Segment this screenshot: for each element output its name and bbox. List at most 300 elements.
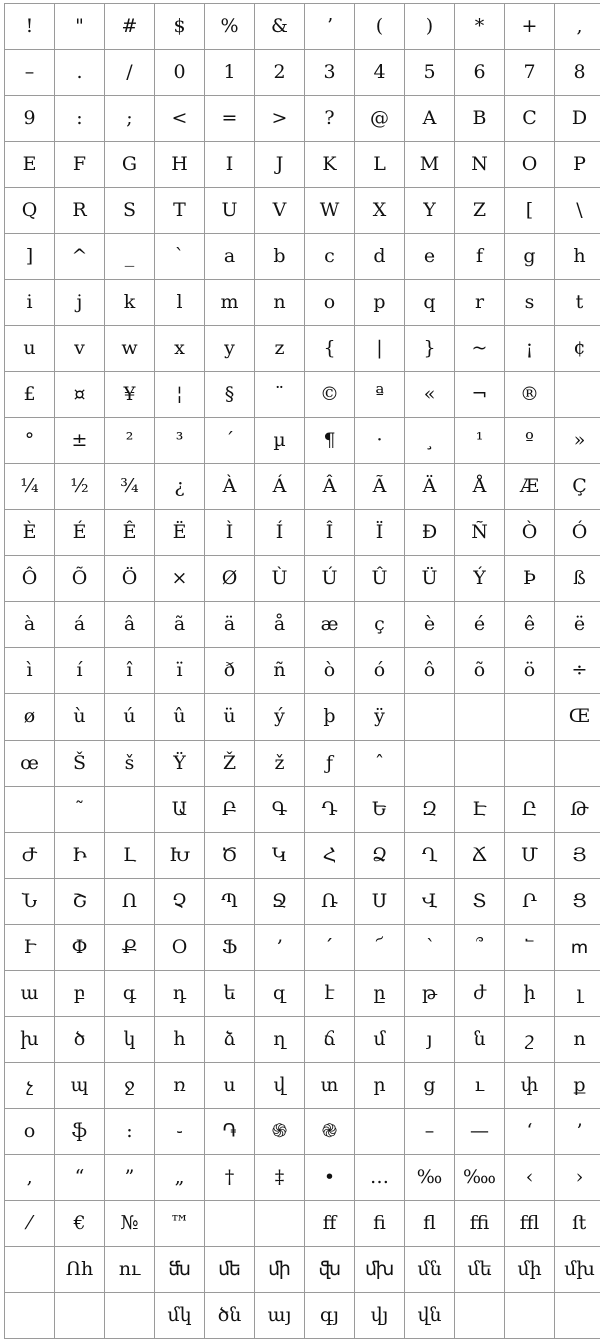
empty-glyph-cell	[505, 694, 555, 740]
glyph-cell: L	[355, 142, 405, 188]
glyph-cell: §	[205, 372, 255, 418]
glyph-cell: ﬄ	[505, 1200, 555, 1246]
glyph-cell: լ	[555, 970, 600, 1016]
glyph-cell: w	[105, 326, 155, 372]
glyph-row	[5, 418, 600, 464]
empty-glyph-cell	[555, 372, 600, 418]
glyph-cell: կ	[105, 1016, 155, 1062]
glyph-cell: "	[55, 4, 105, 50]
glyph-cell: p	[355, 280, 405, 326]
glyph-cell: ú	[105, 694, 155, 740]
glyph-cell: g	[505, 234, 555, 280]
glyph-cell: մ	[355, 1016, 405, 1062]
glyph-cell: W	[305, 188, 355, 234]
glyph-cell: ä	[205, 602, 255, 648]
glyph-cell: Þ	[505, 556, 555, 602]
glyph-cell: ·	[355, 418, 405, 464]
glyph-cell: №	[105, 1200, 155, 1246]
glyph-cell: –	[5, 50, 55, 96]
glyph-cell: þ	[305, 694, 355, 740]
glyph-cell: H	[155, 142, 205, 188]
glyph-cell: Փ	[55, 924, 105, 970]
glyph-cell: ž	[255, 740, 305, 786]
glyph-cell: E	[5, 142, 55, 188]
glyph-cell: Z	[455, 188, 505, 234]
glyph-cell: Ú	[305, 556, 355, 602]
glyph-cell: ը	[355, 970, 405, 1016]
glyph-cell: S	[105, 188, 155, 234]
glyph-cell: ու	[105, 1246, 155, 1292]
glyph-cell: Բ	[205, 786, 255, 832]
glyph-cell: փ	[505, 1062, 555, 1108]
glyph-row	[5, 970, 600, 1016]
glyph-cell: Ղ	[405, 832, 455, 878]
glyph-cell: մե	[455, 1246, 505, 1292]
glyph-cell: N	[455, 142, 505, 188]
glyph-cell: œ	[5, 740, 55, 786]
glyph-cell: ’	[555, 1108, 600, 1154]
glyph-cell: ﬔ	[205, 1246, 255, 1292]
glyph-cell: Ք	[105, 924, 155, 970]
glyph-cell: Ե	[355, 786, 405, 832]
empty-glyph-cell	[205, 1200, 255, 1246]
glyph-row	[5, 280, 600, 326]
glyph-cell: ր	[355, 1062, 405, 1108]
glyph-cell: .	[55, 50, 105, 96]
glyph-cell: ՠ	[555, 924, 600, 970]
glyph-cell: £	[5, 372, 55, 418]
glyph-cell: ⁄	[5, 1200, 55, 1246]
glyph-cell: O	[505, 142, 555, 188]
glyph-cell: {	[305, 326, 355, 372]
glyph-row	[5, 556, 600, 602]
glyph-row	[5, 1292, 600, 1338]
empty-glyph-cell	[105, 1292, 155, 1338]
glyph-cell: 7	[505, 50, 555, 96]
glyph-cell: ¹	[455, 418, 505, 464]
glyph-cell: Յ	[555, 832, 600, 878]
glyph-cell: ւ	[455, 1062, 505, 1108]
glyph-row	[5, 142, 600, 188]
glyph-cell: ª	[355, 372, 405, 418]
glyph-cell: վն	[405, 1292, 455, 1338]
glyph-cell: այ	[255, 1292, 305, 1338]
glyph-cell: q	[405, 280, 455, 326]
glyph-cell: _	[105, 234, 155, 280]
glyph-cell: ”	[105, 1154, 155, 1200]
glyph-cell: 1	[205, 50, 255, 96]
glyph-row	[5, 924, 600, 970]
glyph-cell: ©	[305, 372, 355, 418]
glyph-row	[5, 648, 600, 694]
glyph-cell: õ	[455, 648, 505, 694]
glyph-cell: Ռ	[305, 878, 355, 924]
glyph-cell: [	[505, 188, 555, 234]
glyph-cell: G	[105, 142, 155, 188]
glyph-cell: ¦	[155, 372, 205, 418]
glyph-cell: Ü	[405, 556, 455, 602]
glyph-cell: Դ	[305, 786, 355, 832]
glyph-cell: A	[405, 96, 455, 142]
glyph-cell: խ	[5, 1016, 55, 1062]
glyph-cell: a	[205, 234, 255, 280]
glyph-cell: e	[405, 234, 455, 280]
glyph-cell: մկ	[155, 1292, 205, 1338]
glyph-cell: i	[5, 280, 55, 326]
glyph-cell: ã	[155, 602, 205, 648]
glyph-cell: Ç	[555, 464, 600, 510]
glyph-cell: ֆ	[55, 1108, 105, 1154]
glyph-cell: ‹	[505, 1154, 555, 1200]
glyph-cell: €	[55, 1200, 105, 1246]
glyph-cell: ﬃ	[455, 1200, 505, 1246]
glyph-cell: m	[205, 280, 255, 326]
glyph-cell: D	[555, 96, 600, 142]
glyph-cell: ƒ	[305, 740, 355, 786]
glyph-row	[5, 786, 600, 832]
glyph-cell: y	[205, 326, 255, 372]
glyph-cell: Մ	[505, 832, 555, 878]
glyph-cell: =	[205, 96, 255, 142]
glyph-cell: d	[355, 234, 405, 280]
empty-glyph-cell	[55, 1292, 105, 1338]
glyph-row	[5, 372, 600, 418]
glyph-cell: t	[555, 280, 600, 326]
glyph-cell: մխ	[555, 1246, 600, 1292]
glyph-cell: ք	[555, 1062, 600, 1108]
glyph-cell: †	[205, 1154, 255, 1200]
glyph-cell: Å	[455, 464, 505, 510]
glyph-cell: Կ	[255, 832, 305, 878]
glyph-cell: Û	[355, 556, 405, 602]
glyph-row	[5, 878, 600, 924]
glyph-cell: P	[555, 142, 600, 188]
glyph-cell: Զ	[405, 786, 455, 832]
glyph-cell: U	[205, 188, 255, 234]
glyph-cell: u	[5, 326, 55, 372]
glyph-cell: }	[405, 326, 455, 372]
glyph-cell: Ë	[155, 510, 205, 556]
glyph-cell: ~	[455, 326, 505, 372]
glyph-cell: û	[155, 694, 205, 740]
glyph-cell: |	[355, 326, 405, 372]
glyph-cell: ò	[305, 648, 355, 694]
glyph-cell: 3	[305, 50, 355, 96]
glyph-row	[5, 1154, 600, 1200]
glyph-cell: J	[255, 142, 305, 188]
glyph-cell: º	[505, 418, 555, 464]
glyph-cell: Â	[305, 464, 355, 510]
glyph-row	[5, 464, 600, 510]
glyph-cell: ð	[205, 648, 255, 694]
glyph-cell: ˜	[55, 786, 105, 832]
glyph-cell: ³	[155, 418, 205, 464]
glyph-cell: ]	[5, 234, 55, 280]
glyph-cell: Ր	[505, 878, 555, 924]
empty-glyph-cell	[255, 1200, 305, 1246]
glyph-cell: Ը	[505, 786, 555, 832]
glyph-row	[5, 694, 600, 740]
glyph-cell: ﬀ	[305, 1200, 355, 1246]
glyph-cell: ¡	[505, 326, 555, 372]
glyph-cell: Ó	[555, 510, 600, 556]
glyph-cell: Տ	[455, 878, 505, 924]
glyph-cell: ‰	[405, 1154, 455, 1200]
glyph-cell: ô	[405, 648, 455, 694]
glyph-row	[5, 1062, 600, 1108]
glyph-cell: :	[55, 96, 105, 142]
empty-glyph-cell	[455, 740, 505, 786]
glyph-cell: (	[355, 4, 405, 50]
glyph-cell: ժ	[455, 970, 505, 1016]
glyph-cell: —	[455, 1108, 505, 1154]
empty-glyph-cell	[455, 694, 505, 740]
empty-glyph-cell	[405, 740, 455, 786]
glyph-cell: ֍	[255, 1108, 305, 1154]
glyph-cell: n	[255, 280, 305, 326]
glyph-cell: 2	[255, 50, 305, 96]
glyph-cell: ա	[5, 970, 55, 1016]
glyph-cell: ÷	[555, 648, 600, 694]
glyph-cell: ¨	[255, 372, 305, 418]
glyph-cell: <	[155, 96, 205, 142]
glyph-cell: r	[455, 280, 505, 326]
empty-glyph-cell	[555, 740, 600, 786]
glyph-cell: ?	[305, 96, 355, 142]
glyph-cell: Ֆ	[205, 924, 255, 970]
glyph-cell: Է	[455, 786, 505, 832]
glyph-row	[5, 1246, 600, 1292]
glyph-cell: C	[505, 96, 555, 142]
glyph-cell: ›	[555, 1154, 600, 1200]
glyph-cell: x	[155, 326, 205, 372]
glyph-cell: v	[55, 326, 105, 372]
glyph-cell: 9	[5, 96, 55, 142]
empty-glyph-cell	[455, 1292, 505, 1338]
glyph-cell: ç	[355, 602, 405, 648]
glyph-cell: ռ	[155, 1062, 205, 1108]
glyph-cell: I	[205, 142, 255, 188]
glyph-cell: È	[5, 510, 55, 556]
glyph-cell: Ø	[205, 556, 255, 602]
glyph-cell: h	[555, 234, 600, 280]
glyph-cell: ﬅ	[555, 1200, 600, 1246]
glyph-cell: Æ	[505, 464, 555, 510]
glyph-cell: Ô	[5, 556, 55, 602]
glyph-cell: մն	[405, 1246, 455, 1292]
glyph-cell: ի	[505, 970, 555, 1016]
glyph-cell: Ÿ	[155, 740, 205, 786]
glyph-cell: վյ	[355, 1292, 405, 1338]
glyph-cell: 5	[405, 50, 455, 96]
glyph-cell: „	[155, 1154, 205, 1200]
glyph-cell: ý	[255, 694, 305, 740]
glyph-cell: ¾	[105, 464, 155, 510]
glyph-cell: ¢	[555, 326, 600, 372]
empty-glyph-cell	[355, 1108, 405, 1154]
glyph-cell: ՞	[455, 924, 505, 970]
glyph-cell: Շ	[55, 878, 105, 924]
glyph-row	[5, 96, 600, 142]
glyph-cell: ե	[205, 970, 255, 1016]
glyph-cell: բ	[55, 970, 105, 1016]
glyph-cell: ö	[505, 648, 555, 694]
glyph-cell: š	[105, 740, 155, 786]
empty-glyph-cell	[5, 1292, 55, 1338]
glyph-row	[5, 188, 600, 234]
glyph-cell: î	[105, 648, 155, 694]
glyph-cell: •	[305, 1154, 355, 1200]
empty-glyph-cell	[5, 1246, 55, 1292]
glyph-cell: ß	[555, 556, 600, 602]
glyph-cell: թ	[405, 970, 455, 1016]
glyph-cell: ﬁ	[355, 1200, 405, 1246]
glyph-cell: z	[255, 326, 305, 372]
glyph-row	[5, 1016, 600, 1062]
glyph-cell: ՜	[355, 924, 405, 970]
glyph-cell: ¤	[55, 372, 105, 418]
glyph-cell: ‚	[5, 1154, 55, 1200]
glyph-cell: ﬖ	[305, 1246, 355, 1292]
glyph-cell: @	[355, 96, 405, 142]
glyph-cell: Ծ	[205, 832, 255, 878]
glyph-cell: &	[255, 4, 305, 50]
glyph-cell: ‱	[455, 1154, 505, 1200]
glyph-cell: ս	[205, 1062, 255, 1108]
glyph-cell: Y	[405, 188, 455, 234]
glyph-cell: գ	[105, 970, 155, 1016]
glyph-cell: ;	[105, 96, 155, 142]
glyph-cell: è	[405, 602, 455, 648]
glyph-cell: µ	[255, 418, 305, 464]
glyph-row	[5, 234, 600, 280]
glyph-cell: ¼	[5, 464, 55, 510]
glyph-cell: F	[55, 142, 105, 188]
glyph-cell: ¥	[105, 372, 155, 418]
glyph-cell: ½	[55, 464, 105, 510]
glyph-cell: է	[305, 970, 355, 1016]
glyph-cell: 6	[455, 50, 505, 96]
glyph-cell: M	[405, 142, 455, 188]
glyph-cell: Î	[305, 510, 355, 556]
glyph-cell: )	[405, 4, 455, 50]
glyph-cell: f	[455, 234, 505, 280]
glyph-cell: s	[505, 280, 555, 326]
glyph-row	[5, 510, 600, 556]
glyph-cell: ¿	[155, 464, 205, 510]
glyph-row	[5, 1108, 600, 1154]
glyph-cell: Š	[55, 740, 105, 786]
glyph-cell: «	[405, 372, 455, 418]
glyph-cell: Լ	[105, 832, 155, 878]
glyph-cell: Ո	[105, 878, 155, 924]
glyph-cell: À	[205, 464, 255, 510]
glyph-cell: *	[455, 4, 505, 50]
glyph-cell: b	[255, 234, 305, 280]
glyph-cell: V	[255, 188, 305, 234]
glyph-cell: %	[205, 4, 255, 50]
glyph-cell: o	[305, 280, 355, 326]
glyph-cell: Խ	[155, 832, 205, 878]
glyph-cell: ՛	[305, 924, 355, 970]
glyph-cell: c	[305, 234, 355, 280]
glyph-cell: B	[455, 96, 505, 142]
glyph-cell: Ï	[355, 510, 405, 556]
glyph-cell: ‘	[505, 1108, 555, 1154]
glyph-cell: զ	[255, 970, 305, 1016]
glyph-cell: մի	[505, 1246, 555, 1292]
glyph-cell: Ի	[55, 832, 105, 878]
glyph-cell: Ö	[105, 556, 155, 602]
glyph-row	[5, 4, 600, 50]
glyph-cell: Ä	[405, 464, 455, 510]
glyph-cell: æ	[305, 602, 355, 648]
glyph-cell: ù	[55, 694, 105, 740]
glyph-row	[5, 832, 600, 878]
glyph-cell: ﬓ	[155, 1246, 205, 1292]
glyph-cell: ì	[5, 648, 55, 694]
glyph-cell: շ	[505, 1016, 555, 1062]
glyph-cell: +	[505, 4, 555, 50]
glyph-cell: à	[5, 602, 55, 648]
glyph-cell: ﬗ	[355, 1246, 405, 1292]
glyph-cell: ™	[155, 1200, 205, 1246]
glyph-cell: ֎	[305, 1108, 355, 1154]
glyph-cell: ՟	[505, 924, 555, 970]
glyph-cell: /	[105, 50, 155, 96]
glyph-cell: ձ	[205, 1016, 255, 1062]
glyph-cell: ո	[555, 1016, 600, 1062]
glyph-cell: »	[555, 418, 600, 464]
glyph-row	[5, 602, 600, 648]
glyph-cell: `	[155, 234, 205, 280]
glyph-cell: Ž	[205, 740, 255, 786]
glyph-cell: օ	[5, 1108, 55, 1154]
glyph-row	[5, 740, 600, 786]
glyph-cell: å	[255, 602, 305, 648]
glyph-cell: ՚	[255, 924, 305, 970]
glyph-cell: \	[555, 188, 600, 234]
glyph-cell: ²	[105, 418, 155, 464]
glyph-cell: ¬	[455, 372, 505, 418]
glyph-cell: ÿ	[355, 694, 405, 740]
empty-glyph-cell	[105, 786, 155, 832]
glyph-cell: ՝	[405, 924, 455, 970]
glyph-cell: á	[55, 602, 105, 648]
glyph-cell: ×	[155, 556, 205, 602]
glyph-row	[5, 1200, 600, 1246]
glyph-cell: տ	[305, 1062, 355, 1108]
glyph-cell: Q	[5, 188, 55, 234]
empty-glyph-cell	[555, 1292, 600, 1338]
glyph-cell: Օ	[155, 924, 205, 970]
glyph-cell: Ã	[355, 464, 405, 510]
glyph-cell: Ձ	[355, 832, 405, 878]
empty-glyph-cell	[505, 1292, 555, 1338]
glyph-cell: Ì	[205, 510, 255, 556]
glyph-cell: 4	[355, 50, 405, 96]
glyph-cell: ։	[105, 1108, 155, 1154]
glyph-cell: ‡	[255, 1154, 305, 1200]
glyph-cell: #	[105, 4, 155, 50]
glyph-cell: É	[55, 510, 105, 556]
glyph-cell: –	[405, 1108, 455, 1154]
glyph-cell: …	[355, 1154, 405, 1200]
glyph-cell: ց	[405, 1062, 455, 1108]
glyph-cell: Ý	[455, 556, 505, 602]
glyph-cell: ն	[455, 1016, 505, 1062]
glyph-cell: Ù	[255, 556, 305, 602]
